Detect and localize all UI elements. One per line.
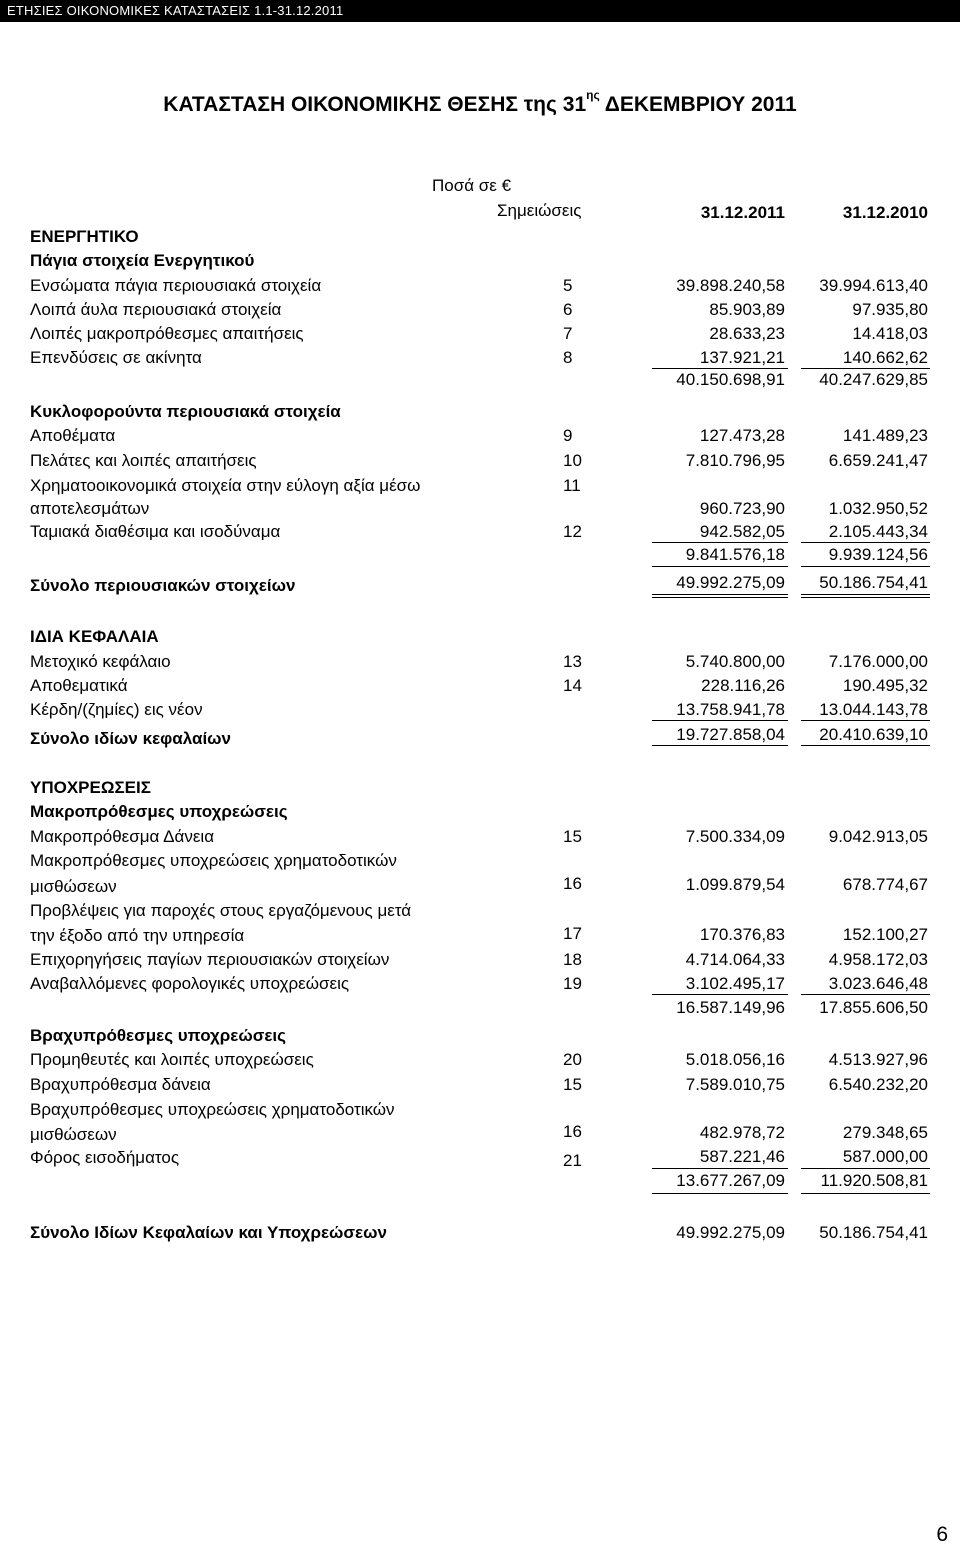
- value-2010: 97.935,80: [852, 300, 928, 319]
- value-2010: 3.023.646,48: [828, 974, 928, 993]
- value-2010: 678.774,67: [842, 875, 928, 894]
- row-label: Επιχορηγήσεις παγίων περιουσιακών στοιχείων: [30, 950, 390, 969]
- value-2011: 28.633,23: [709, 324, 785, 343]
- total-assets-label: Σύνολο περιουσιακών στοιχείων: [30, 576, 296, 595]
- value-2011: 137.921,21: [699, 348, 785, 367]
- value-2011: 3.102.495,17: [685, 974, 785, 993]
- grand-total-label: Σύνολο Ιδίων Κεφαλαίων και Υποχρεώσεων: [30, 1223, 387, 1242]
- row-label: Προβλέψεις για παροχές στους εργαζόμενους μετά: [30, 901, 412, 920]
- value-2010: 6.540.232,20: [828, 1075, 928, 1094]
- value-2011: 7.810.796,95: [685, 451, 785, 470]
- value-2011: 39.898.240,58: [676, 276, 785, 295]
- row-label: Προμηθευτές και λοιπές υποχρεώσεις: [30, 1050, 314, 1069]
- value-2011: 228.116,26: [701, 676, 785, 695]
- note-ref: 19: [563, 974, 582, 993]
- row-label: Επενδύσεις σε ακίνητα: [30, 348, 202, 367]
- note-ref: 11: [563, 476, 581, 495]
- note-ref: 15: [563, 1075, 582, 1094]
- header-bar: [0, 0, 960, 22]
- value-2011: 942.582,05: [699, 522, 785, 541]
- total-rule: [652, 1168, 788, 1169]
- subtotal-2010: 17.855.606,50: [819, 998, 928, 1017]
- grand-total-2011: 49.992.275,09: [676, 1223, 785, 1242]
- section-heading-liabilities: ΥΠΟΧΡΕΩΣΕΙΣ: [30, 778, 151, 797]
- row-label: Ταμιακά διαθέσιμα και ισοδύναμα: [30, 522, 281, 541]
- total-rule: [652, 566, 788, 567]
- section-heading-equity: ΙΔΙΑ ΚΕΦΑΛΑΙΑ: [30, 627, 159, 646]
- total-rule: [801, 994, 930, 995]
- total-rule: [801, 542, 930, 543]
- row-label-continued: μισθώσεων: [30, 877, 117, 896]
- notes-label: Σημειώσεις: [497, 201, 582, 220]
- value-2010: 4.958.172,03: [828, 950, 928, 969]
- value-2010: 1.032.950,52: [828, 499, 928, 518]
- value-2010: 140.662,62: [842, 348, 928, 367]
- subsection-heading-fixed: Πάγια στοιχεία Ενεργητικού: [30, 251, 255, 270]
- year2-header: 31.12.2010: [842, 203, 928, 222]
- row-label: Φόρος εισοδήματος: [30, 1148, 180, 1167]
- row-label: Χρηματοοικονομικά στοιχεία στην εύλογη αξία μέσω: [30, 476, 421, 495]
- value-2010: 14.418,03: [852, 324, 928, 343]
- total-rule: [652, 542, 788, 543]
- row-label: Βραχυπρόθεσμα δάνεια: [30, 1075, 211, 1094]
- note-ref: 16: [563, 874, 582, 893]
- value-2010: 279.348,65: [842, 1123, 928, 1142]
- note-ref: 15: [563, 827, 582, 846]
- value-2011: 5.740.800,00: [685, 652, 785, 671]
- row-label: Πελάτες και λοιπές απαιτήσεις: [30, 451, 257, 470]
- total-rule: [652, 720, 788, 721]
- row-label: Λοιπές μακροπρόθεσμες απαιτήσεις: [30, 324, 304, 343]
- value-2011: 960.723,90: [699, 499, 785, 518]
- total-rule: [652, 597, 788, 598]
- note-ref: 20: [563, 1050, 582, 1069]
- total-equity-label: Σύνολο ιδίων κεφαλαίων: [30, 729, 231, 748]
- total-rule: [801, 745, 930, 746]
- value-2010: 13.044.143,78: [819, 700, 928, 719]
- value-2010: 4.513.927,96: [828, 1050, 928, 1069]
- value-2011: 587.221,46: [699, 1147, 785, 1166]
- amounts-label: Ποσά σε €: [432, 176, 512, 195]
- note-ref: 9: [563, 426, 573, 445]
- value-2011: 482.978,72: [699, 1123, 785, 1142]
- title-main: ΚΑΤΑΣΤΑΣΗ ΟΙΚΟΝΟΜΙΚΗΣ ΘΕΣΗΣ της 31: [163, 93, 587, 116]
- title-sup: ης: [586, 88, 600, 102]
- subtotal-2011: 13.677.267,09: [676, 1171, 785, 1190]
- row-label: Αποθέματα: [30, 426, 116, 445]
- subsection-heading-long-term: Μακροπρόθεσμες υποχρεώσεις: [30, 802, 288, 821]
- total-rule: [801, 1168, 930, 1169]
- subtotal-2010: 40.247.629,85: [819, 370, 928, 389]
- row-label: Κέρδη/(ζημίες) εις νέον: [30, 700, 203, 719]
- total-rule: [652, 1193, 788, 1194]
- note-ref: 21: [563, 1151, 582, 1170]
- total-rule: [801, 597, 930, 598]
- note-ref: 6: [563, 300, 573, 319]
- total-assets-2011: 49.992.275,09: [676, 573, 785, 592]
- note-ref: 5: [563, 276, 573, 295]
- note-ref: 8: [563, 348, 573, 367]
- row-label: Μακροπρόθεσμα Δάνεια: [30, 827, 215, 846]
- note-ref: 13: [563, 652, 582, 671]
- value-2010: 7.176.000,00: [828, 652, 928, 671]
- row-label: Αποθεματικά: [30, 676, 128, 695]
- note-ref: 7: [563, 324, 573, 343]
- row-label-continued: αποτελεσμάτων: [30, 499, 150, 518]
- subsection-heading-short-term: Βραχυπρόθεσμες υποχρεώσεις: [30, 1026, 286, 1045]
- row-label-continued: μισθώσεων: [30, 1125, 117, 1144]
- note-ref: 14: [563, 676, 582, 695]
- subtotal-2011: 16.587.149,96: [676, 998, 785, 1017]
- value-2010: 39.994.613,40: [819, 276, 928, 295]
- total-equity-2011: 19.727.858,04: [676, 725, 785, 744]
- row-label: Αναβαλλόμενες φορολογικές υποχρεώσεις: [30, 974, 350, 993]
- value-2010: 587.000,00: [842, 1147, 928, 1166]
- value-2011: 5.018.056,16: [685, 1050, 785, 1069]
- value-2011: 13.758.941,78: [676, 700, 785, 719]
- value-2010: 190.495,32: [842, 676, 928, 695]
- value-2011: 127.473,28: [699, 426, 785, 445]
- value-2011: 85.903,89: [709, 300, 785, 319]
- value-2011: 4.714.064,33: [685, 950, 785, 969]
- value-2011: 170.376,83: [699, 925, 785, 944]
- row-label: Ενσώματα πάγια περιουσιακά στοιχεία: [30, 276, 322, 295]
- total-rule: [652, 745, 788, 746]
- value-2010: 141.489,23: [842, 426, 928, 445]
- subtotal-2011: 40.150.698,91: [676, 370, 785, 389]
- year1-header: 31.12.2011: [700, 203, 785, 222]
- total-rule: [801, 594, 930, 595]
- subsection-heading-current: Κυκλοφορούντα περιουσιακά στοιχεία: [30, 402, 341, 421]
- value-2010: 9.042.913,05: [828, 827, 928, 846]
- total-rule: [652, 368, 788, 369]
- total-rule: [801, 368, 930, 369]
- value-2011: 7.500.334,09: [685, 827, 785, 846]
- note-ref: 12: [563, 522, 582, 541]
- value-2010: 152.100,27: [842, 925, 928, 944]
- value-2010: 6.659.241,47: [828, 451, 928, 470]
- subtotal-2010: 9.939.124,56: [828, 545, 928, 564]
- total-rule: [801, 720, 930, 721]
- total-rule: [652, 994, 788, 995]
- note-ref: 10: [563, 451, 582, 470]
- total-rule: [652, 594, 788, 595]
- value-2010: 2.105.443,34: [828, 522, 928, 541]
- page-title: [0, 88, 960, 117]
- subtotal-2011: 9.841.576,18: [685, 545, 785, 564]
- header-text: ΕΤΗΣΙΕΣ ΟΙΚΟΝΟΜΙΚΕΣ ΚΑΤΑΣΤΑΣΕΙΣ 1.1-31.12.2011: [7, 3, 344, 18]
- row-label-continued: την έξοδο από την υπηρεσία: [30, 926, 245, 945]
- grand-total-2010: 50.186.754,41: [819, 1223, 928, 1242]
- subtotal-2010: 11.920.508,81: [820, 1171, 928, 1190]
- row-label: Μακροπρόθεσμες υποχρεώσεις χρηματοδοτικών: [30, 851, 397, 870]
- value-2011: 1.099.879,54: [685, 875, 785, 894]
- row-label: Μετοχικό κεφάλαιο: [30, 652, 171, 671]
- total-rule: [801, 1193, 930, 1194]
- note-ref: 18: [563, 950, 582, 969]
- row-label: Λοιπά άυλα περιουσιακά στοιχεία: [30, 300, 282, 319]
- note-ref: 17: [563, 924, 582, 943]
- total-equity-2010: 20.410.639,10: [819, 725, 928, 744]
- page-number: 6: [936, 1523, 948, 1546]
- total-rule: [801, 566, 930, 567]
- value-2011: 7.589.010,75: [685, 1075, 785, 1094]
- title-tail: ΔΕΚΕΜΒΡΙΟΥ 2011: [604, 93, 797, 116]
- total-assets-2010: 50.186.754,41: [819, 573, 928, 592]
- row-label: Βραχυπρόθεσμες υποχρεώσεις χρηματοδοτικών: [30, 1100, 395, 1119]
- section-heading-assets: ΕΝΕΡΓΗΤΙΚΟ: [30, 227, 139, 246]
- note-ref: 16: [563, 1122, 582, 1141]
